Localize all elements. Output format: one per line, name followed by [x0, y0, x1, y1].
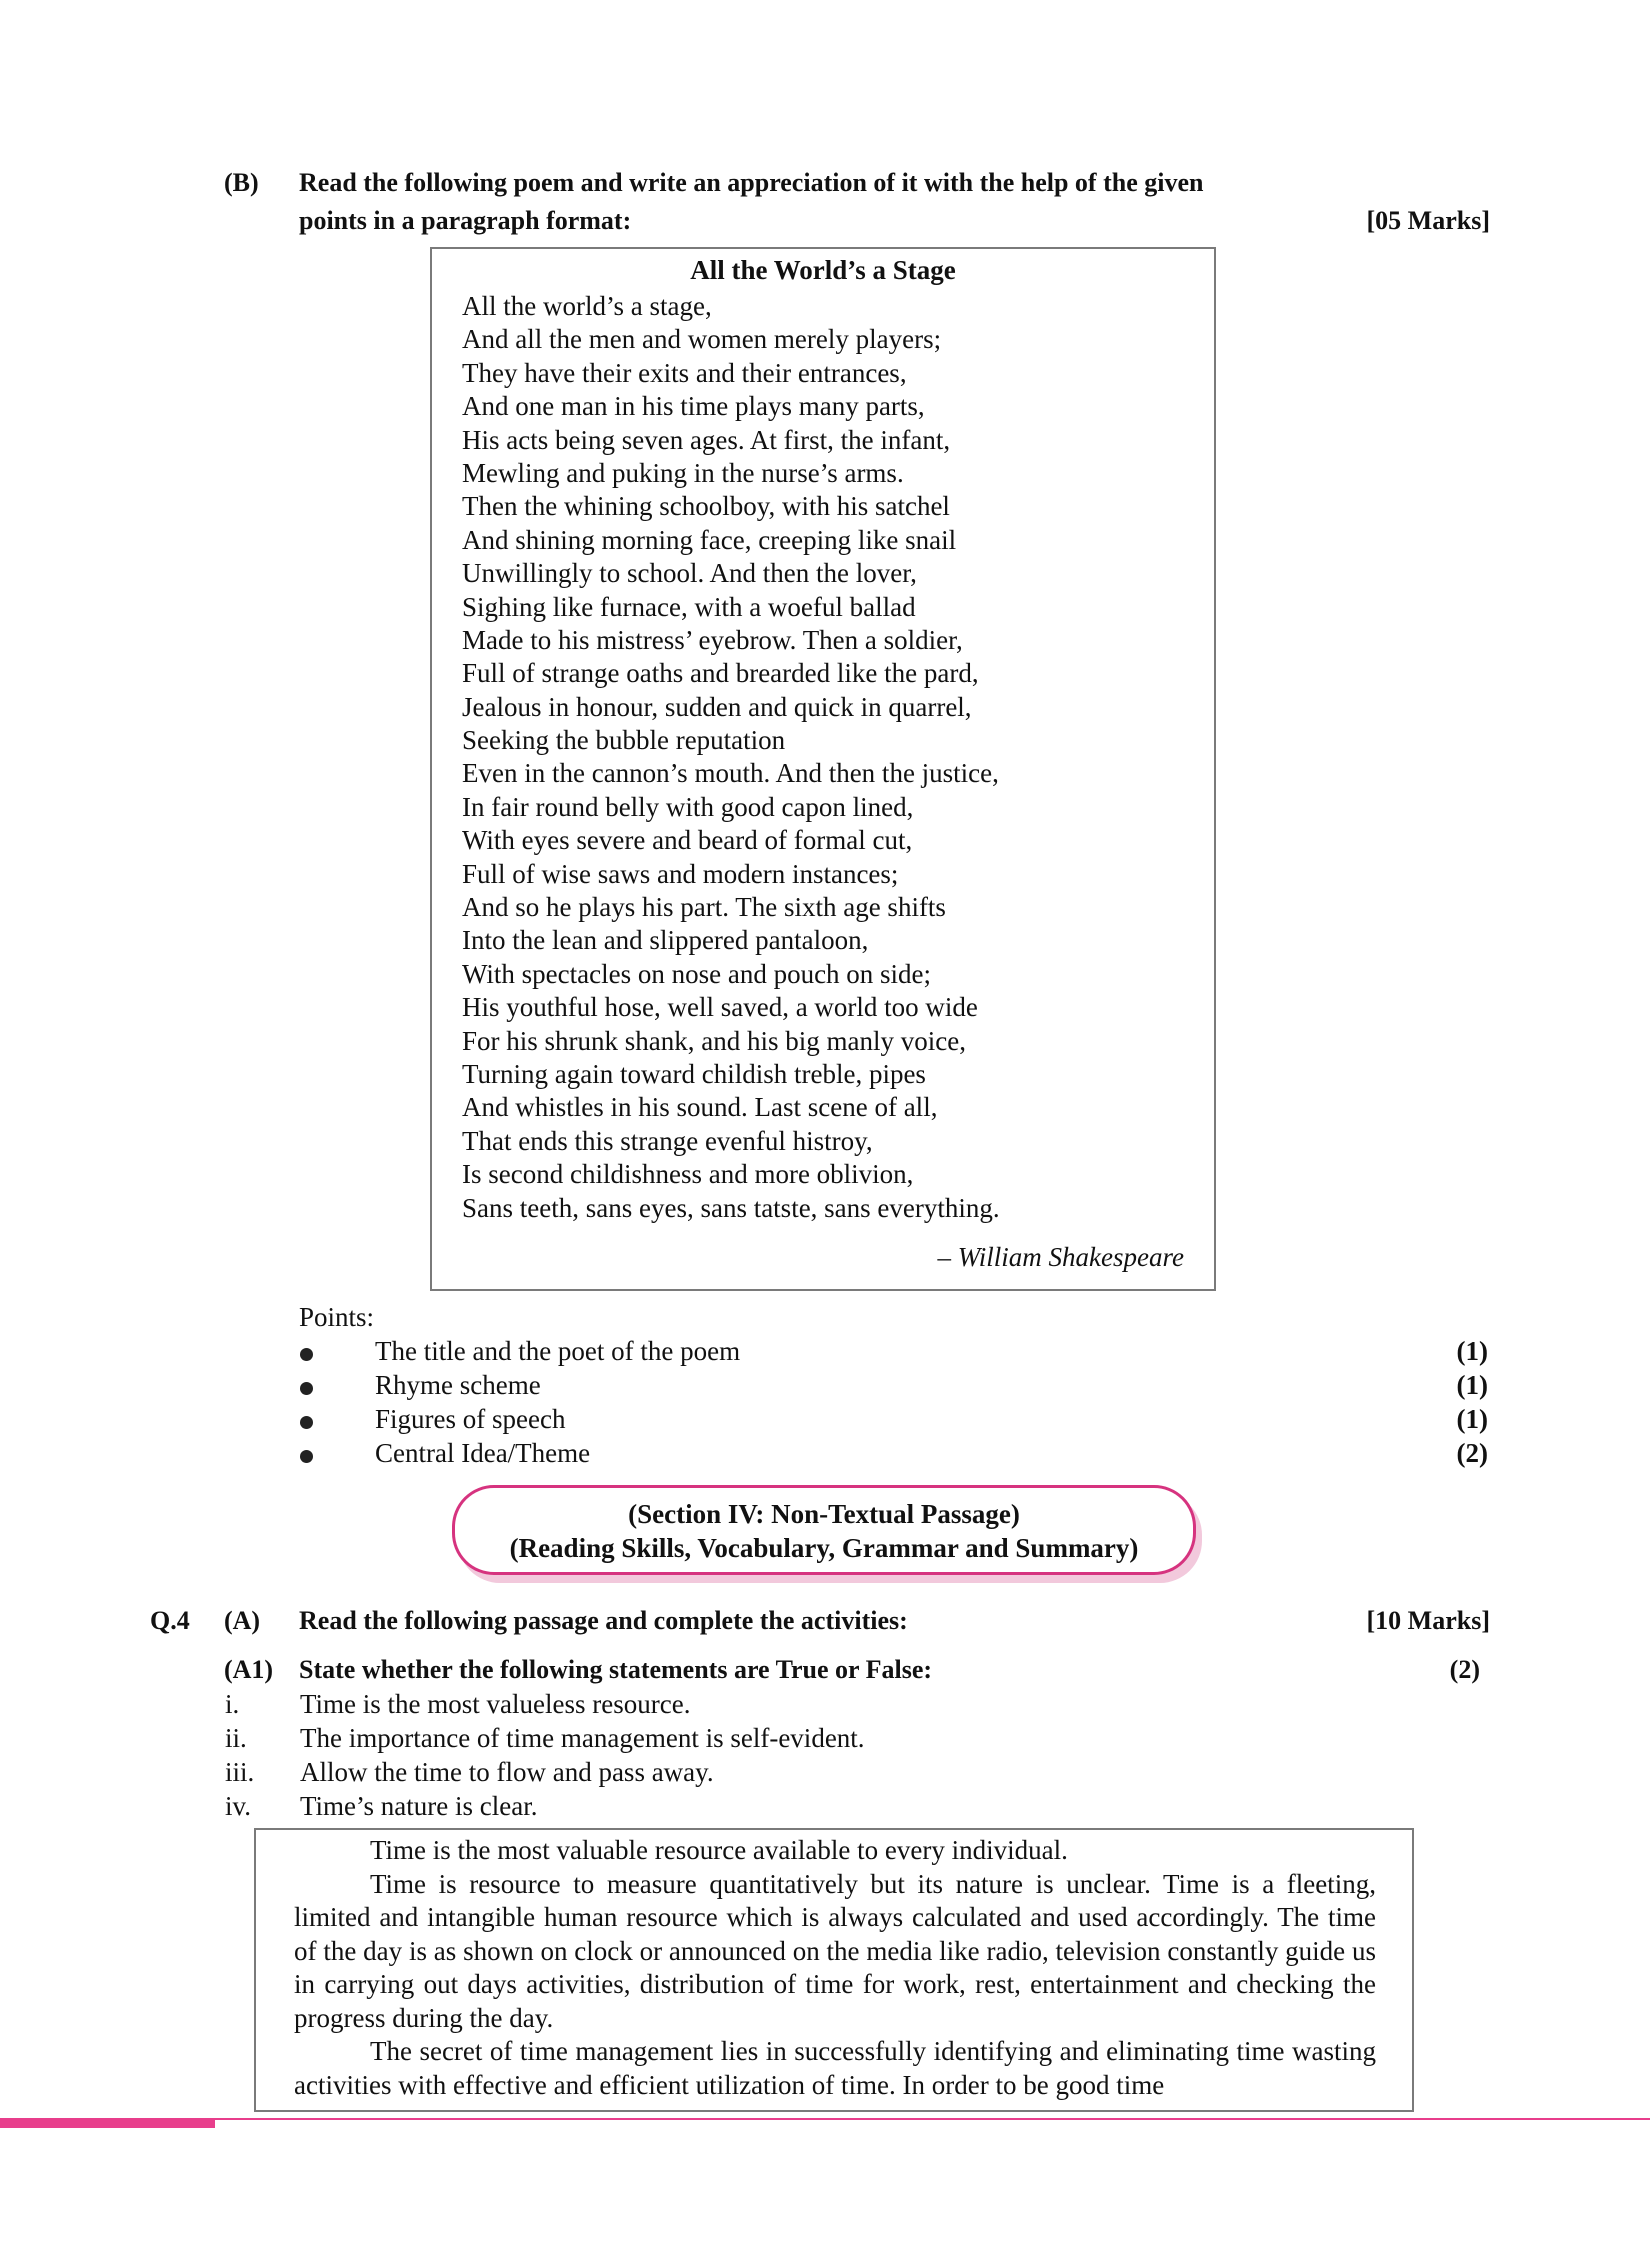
poem-line: Turning again toward childish treble, pipes [462, 1058, 926, 1089]
poem-line: Then the whining schoolboy, with his satchel [462, 491, 950, 522]
poem-line: And all the men and women merely players; [462, 324, 942, 355]
poem-line: Jealous in honour, sudden and quick in quarrel, [462, 691, 972, 722]
poem-line: Mewling and puking in the nurse’s arms. [462, 457, 904, 488]
statement-text: Time is the most valueless resource. [300, 1689, 691, 1719]
point-item [300, 1438, 1488, 1472]
point-text: Rhyme scheme [375, 1370, 541, 1400]
section-banner-title: (Section IV: Non-Textual Passage) [628, 1499, 1020, 1529]
poem-line: Seeking the bubble reputation [462, 725, 786, 756]
point-text: Central Idea/Theme [375, 1438, 591, 1468]
footer-accent-bar [0, 2118, 215, 2128]
statement-number: iii. [225, 1757, 255, 1787]
poem-author: – William Shakespeare [937, 1242, 1184, 1272]
poem-line: In fair round belly with good capon lined, [462, 791, 914, 822]
activity-instruction: State whether the following statements are True or False: [299, 1655, 933, 1684]
poem-line: And so he plays his part. The sixth age shifts [462, 892, 946, 923]
question-part-label: (A) [224, 1606, 261, 1635]
statement-number: ii. [225, 1723, 247, 1753]
point-text: Figures of speech [375, 1404, 566, 1434]
point-item [300, 1336, 1488, 1370]
poem-line: His acts being seven ages. At first, the infant, [462, 424, 951, 455]
poem-line: Is second childishness and more oblivion, [462, 1159, 914, 1190]
section-banner-subtitle: (Reading Skills, Vocabulary, Grammar and Summary) [509, 1533, 1139, 1563]
statement-number: iv. [225, 1791, 251, 1821]
point-item [300, 1404, 1488, 1438]
activity-label: (A1) [224, 1655, 274, 1684]
poem-line: Made to his mistress’ eyebrow. Then a soldier, [462, 624, 963, 655]
poem-line: Full of wise saws and modern instances; [462, 858, 899, 889]
poem-title: All the World’s a Stage [690, 255, 956, 285]
question-part-marks: [10 Marks] [1366, 1606, 1490, 1635]
poem-line: Sans teeth, sans eyes, sans tatste, sans everything. [462, 1192, 1000, 1223]
poem-line: For his shrunk shank, and his big manly voice, [462, 1025, 966, 1056]
poem-line: And one man in his time plays many parts, [462, 391, 925, 422]
poem-line: And shining morning face, creeping like snail [462, 524, 957, 555]
question-marks: [05 Marks] [1366, 206, 1490, 235]
poem-line: Full of strange oaths and brearded like the pard, [462, 658, 979, 689]
passage-paragraph: Time is the most valuable resource available to every individual. [370, 1835, 1068, 1865]
poem-box [430, 247, 1216, 1291]
point-marks: (1) [1456, 1336, 1488, 1366]
point-text: The title and the poet of the poem [375, 1336, 741, 1366]
statement-text: Time’s nature is clear. [300, 1791, 538, 1821]
poem-line: That ends this strange evenful histroy, [462, 1125, 873, 1156]
point-marks: (1) [1456, 1404, 1488, 1434]
poem-line: With spectacles on nose and pouch on side; [462, 958, 932, 989]
statement-text: The importance of time management is self-evident. [300, 1723, 865, 1753]
passage-box [254, 1828, 1414, 2112]
question-instruction-line1: Read the following poem and write an appreciation of it with the help of the given [299, 168, 1204, 197]
bullet-icon [300, 1416, 313, 1429]
footer-rule [0, 2118, 1650, 2120]
point-marks: (2) [1456, 1438, 1488, 1468]
poem-line: Even in the cannon’s mouth. And then the justice, [462, 758, 999, 789]
passage-paragraph: The secret of time management lies in successfully identifying and eliminating time wasting activities with effective and efficient utilization of time. In order to be good time [294, 2036, 1376, 2100]
poem-line: Into the lean and slippered pantaloon, [462, 925, 869, 956]
poem-line: They have their exits and their entrances, [462, 357, 907, 388]
poem-line: His youthful hose, well saved, a world too wide [462, 992, 978, 1023]
statement-text: Allow the time to flow and pass away. [300, 1757, 714, 1787]
activity-marks: (2) [1449, 1655, 1480, 1684]
bullet-icon [300, 1450, 313, 1463]
poem-line: Unwillingly to school. And then the lover, [462, 558, 917, 589]
question-part-instruction: Read the following passage and complete the activities: [299, 1606, 908, 1635]
poem-line: With eyes severe and beard of formal cut, [462, 825, 913, 856]
passage-paragraph: Time is resource to measure quantitatively but its nature is unclear. Time is a fleeting, limited and intangible human resource which is always calculated and used accordingly. The time of the day is as shown on clock or announced on the media like radio, television constantly guide us in carrying out days activities, distribution of time for work, rest, entertainment and checking the progress during the day. [294, 1868, 1376, 2033]
poem-line: All the world’s a stage, [462, 291, 712, 321]
point-item [300, 1370, 1488, 1404]
question-label: (B) [224, 168, 259, 197]
passage-text [294, 1834, 1376, 2102]
point-marks: (1) [1456, 1370, 1488, 1400]
poem-lines [462, 290, 1000, 1225]
section-banner [452, 1485, 1196, 1575]
statement-number: i. [225, 1689, 240, 1719]
poem-line: And whistles in his sound. Last scene of all, [462, 1092, 938, 1123]
bullet-icon [300, 1348, 313, 1361]
poem-line: Sighing like furnace, with a woeful ballad [462, 591, 916, 622]
points-heading: Points: [299, 1302, 375, 1332]
bullet-icon [300, 1382, 313, 1395]
question-instruction-line2: points in a paragraph format: [299, 206, 632, 235]
question-number: Q.4 [150, 1606, 190, 1635]
